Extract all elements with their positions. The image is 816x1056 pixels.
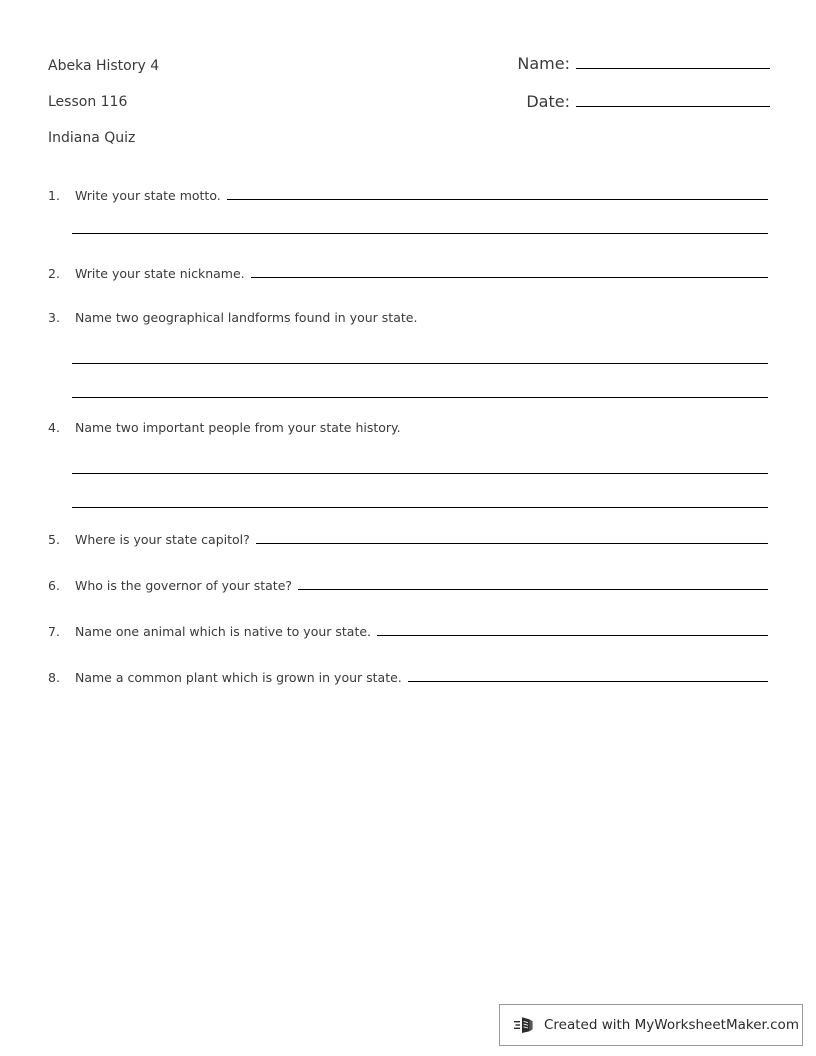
question-head (48, 668, 768, 685)
answer-line[interactable] (72, 397, 768, 398)
worksheet-maker-badge-label: Created with MyWorksheetMaker.com (544, 1017, 799, 1033)
question-number: 6. (48, 578, 60, 593)
question-head (48, 186, 768, 203)
question-number: 7. (48, 624, 60, 639)
question-text: Write your state nickname. (75, 266, 245, 281)
worksheet-header-fields (440, 50, 770, 126)
question-number: 4. (48, 420, 60, 435)
answer-line[interactable] (72, 507, 768, 508)
question-item (48, 622, 768, 668)
date-input-line[interactable] (576, 88, 770, 107)
question-text: Write your state motto. (75, 188, 221, 203)
question-number: 1. (48, 188, 60, 203)
question-number: 5. (48, 532, 60, 547)
header-course-line: Abeka History 4 (48, 58, 160, 74)
question-item (48, 668, 768, 714)
answer-line[interactable] (72, 473, 768, 474)
question-item (48, 530, 768, 576)
name-input-line[interactable] (576, 50, 770, 69)
date-field-label: Date: (526, 92, 570, 111)
answer-line[interactable] (408, 668, 768, 682)
question-text: Where is your state capitol? (75, 532, 250, 547)
answer-line[interactable] (251, 264, 768, 278)
question-text: Name two geographical landforms found in your state. (75, 310, 418, 325)
name-field-label: Name: (517, 54, 570, 73)
question-item (48, 576, 768, 622)
question-number: 2. (48, 266, 60, 281)
question-head (48, 420, 768, 435)
question-head (48, 576, 768, 593)
question-item (48, 186, 768, 264)
question-text: Name a common plant which is grown in your state. (75, 670, 402, 685)
header-title-line: Indiana Quiz (48, 130, 136, 146)
worksheet-maker-badge[interactable] (499, 1004, 803, 1046)
question-number: 8. (48, 670, 60, 685)
question-list (48, 186, 768, 714)
question-text: Who is the governor of your state? (75, 578, 293, 593)
question-item (48, 310, 768, 420)
answer-line[interactable] (256, 530, 768, 544)
question-text: Name two important people from your state history. (75, 420, 401, 435)
answer-line[interactable] (72, 233, 768, 234)
header-lesson-line: Lesson 116 (48, 94, 128, 110)
question-head (48, 310, 768, 325)
question-text: Name one animal which is native to your state. (75, 624, 372, 639)
question-head (48, 622, 768, 639)
answer-line[interactable] (227, 186, 768, 200)
question-item (48, 420, 768, 530)
answer-line[interactable] (377, 622, 768, 636)
answer-line[interactable] (72, 363, 768, 364)
worksheet-maker-logo-icon (514, 1014, 536, 1036)
answer-line[interactable] (298, 576, 768, 590)
question-number: 3. (48, 310, 60, 325)
name-field-row (440, 50, 770, 88)
date-field-row (440, 88, 770, 126)
question-item (48, 264, 768, 310)
question-head (48, 264, 768, 281)
question-head (48, 530, 768, 547)
worksheet-header-left (48, 48, 468, 156)
